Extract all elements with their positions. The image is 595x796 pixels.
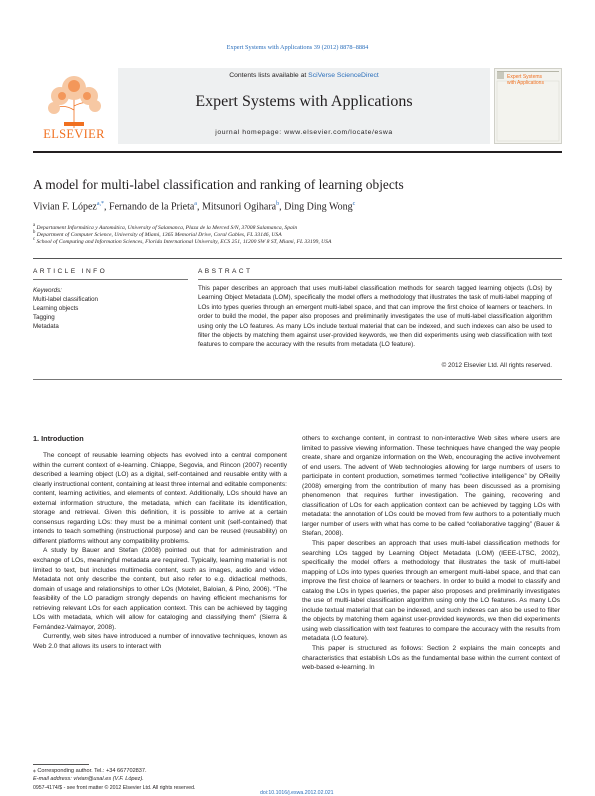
corresponding-author-note: ⁎ Corresponding author. Tel.: +34 667702837. xyxy=(33,768,147,774)
author-list: Vivian F. López$^{a,*}$, Fernando de la Prieta$^a$, Mitsunori Ogihara$^b$, Ding Ding Wong$^c$ xyxy=(33,201,356,213)
journal-title: Expert Systems with Applications xyxy=(195,93,413,110)
body-paragraph: A study by Bauer and Stefan (2008) pointed out that for administration and exchange of LOs, meaningful metadata are required. Typically, learning material is not limited to text, but includes multimedia content, such as images, audio and video. Metadata not only describe the content, but also refer to e.g. didactical methods, domain of usage and relationships to other LOs (Motelet, Baloian, & Pino, 2006). “The feasibility of the LO paradigm strongly depends on having efficient mechanisms for retrieving relevant LOs for each application context. This can be achieved by tagging LOs with metadata, which will allow for cataloging and classifying them” (Sierra & Fernández-Valmayor, 2008). xyxy=(33,547,287,631)
email-note[interactable]: E-mail address: vivian@usal.es (V.F. López). xyxy=(33,776,144,782)
keyword: Learning objects xyxy=(33,305,79,312)
body-paragraph: Currently, web sites have introduced a number of innovative techniques, known as Web 2.0 that allows its users to interact with xyxy=(33,633,287,650)
body-paragraph: This paper is structured as follows: Section 2 explains the main concepts and characteristics that establish LOs as the fundamental base within the current context of web-based e-learning. In xyxy=(302,645,560,672)
author-affil-mark[interactable]: c xyxy=(352,201,356,207)
body-paragraph: This paper describes an approach that uses multi-label classification methods for searching LOs tagged by Learning Object Metadata (LOM) (IEEE-LTSC, 2002), specifically the model offers a methodology that illustrates the task of multi-label mapping of LOs into types queries through an emergent multi-label space, and that can improve the first choice of learners or teachers. In order to build a model to classify and catalog the LOs in types queries, the paper also proposes and preliminarily investigates the use of multi-label classification algorithm using only the LO features. As many LOs include textual material that can be indexed, and such indexes can also be used to filter the objects by matching them against user-provided keywords, we then did experiments using web classification with text features to compare the accuracy with the results from metadata (LO feature). xyxy=(302,540,560,643)
body-paragraph: others to exchange content, in contrast to non-interactive Web sites where users are limited to passive viewing information. These techniques have changed the way people create, share and organize information on the Web, encouraging the active involvement of end users. The advent of Web technologies allowing for large numbers of users to participate in content production, sometimes termed “collective intelligence” by OReilly (2008) emerging from the contribution of many has been discussed as a promising phenomenon that requires further investigation. The gaining, recovering and classification of LOs for each application context can be achieved by tagging LOs with metadata: the annotation of LOs could be moved from few authors to a potentially much larger number of users with what has come to be called “collaborative tagging” (Bauer & Stefan, 2008). xyxy=(302,435,560,538)
footnote-rule xyxy=(33,764,89,765)
affiliation-text: School of Computing and Information Sciences, Florida International University, ECS 251, 11200 SW 8 ST, Miami, FL 33199, USA xyxy=(36,238,332,245)
keywords-label: Keywords: xyxy=(33,287,62,294)
article-title: A model for multi-label classification and ranking of learning objects xyxy=(33,177,404,192)
article-info-heading: ARTICLE INFO xyxy=(33,268,108,275)
elsevier-tree-logo xyxy=(34,70,114,132)
author-name: Mitsunori Ogihara xyxy=(201,201,277,213)
contents-prefix: Contents lists available at xyxy=(229,72,309,79)
body-paragraph: The concept of reusable learning objects has evolved into a central component within the current context of e-learning. Chiappe, Segovia, and Rincon (2007) recently described a learning object (LO) as a digital, self-contained and reusable entity with a clearly instructional content, containing at least three internal and editable components: content, learning activities, and elements of context. Additionally, LOs should have an external information structure, the metadata, which can facilitate its identification, storage and retrieval. Given this definition, it is possible to arrive at a certain consensus regarding LOs: they must be a minimal content unit (self-contained) that intends to teach something (instructional purpose) and can be reused (reusability) on different platforms without any compatibility problems. xyxy=(33,452,288,545)
affiliation-text: Department of Computer Science, University of Miami, 1365 Memorial Drive, Coral Gables, FL 33146, USA xyxy=(36,231,282,238)
doi-link[interactable]: doi:10.1016/j.eswa.2012.02.021 xyxy=(260,790,334,796)
journal-cover-thumbnail xyxy=(494,68,562,144)
abstract-rule xyxy=(198,279,562,280)
contents-line xyxy=(118,72,490,79)
affiliation-mark: b xyxy=(33,230,36,235)
abstract-bottom-rule xyxy=(33,379,562,380)
author-affil-mark[interactable]: a xyxy=(194,201,197,207)
issn-line: 0957-4174/$ - see front matter © 2012 Elsevier Ltd. All rights reserved. xyxy=(33,785,196,791)
keyword: Metadata xyxy=(33,323,59,330)
journal-reference[interactable]: Expert Systems with Applications 39 (2012) 8878–8884 xyxy=(226,44,369,51)
affiliation-mark: a xyxy=(33,223,36,228)
abstract-heading: ABSTRACT xyxy=(198,268,253,275)
affiliation-mark: c xyxy=(33,237,36,242)
cover-title: Expert Systems with Applications xyxy=(507,74,544,86)
abstract-copyright: © 2012 Elsevier Ltd. All rights reserved. xyxy=(441,362,552,369)
section-rule xyxy=(33,258,562,259)
body-left-column xyxy=(33,451,287,651)
author-name: Ding Ding Wong xyxy=(284,201,353,213)
affiliation xyxy=(33,237,563,245)
article-info-rule xyxy=(33,279,188,280)
header-rule xyxy=(33,151,562,153)
keyword: Multi-label classification xyxy=(33,296,98,303)
author-name: Fernando de la Prieta xyxy=(109,201,195,213)
keyword: Tagging xyxy=(33,314,55,321)
section-heading-introduction: 1. Introduction xyxy=(33,434,84,443)
affiliation-text: Departament Informática y Automática, University of Salamanca, Plaza de la Merced S/N, 37008 Salamanca, Spain xyxy=(36,224,298,231)
author-affil-mark[interactable]: a,* xyxy=(96,201,105,207)
author-name: Vivian F. López xyxy=(33,201,97,213)
sciencedirect-link[interactable]: SciVerse ScienceDirect xyxy=(308,72,379,79)
body-right-column xyxy=(302,434,560,673)
abstract-text: This paper describes an approach that uses multi-label classification methods for search tagged learning objects (LOs) by Learning Object Metadata (LOM), specifically the model offers a methodology that illustrates the task of multi-label mapping of LOs into types queries through an emergent multi-label space, and that can improve the first choice of learners or teachers. In order to build the model, the paper also proposes and preliminarily investigates the use of multi-label classification algorithm using only the LO features. As many LOs include textual material that can be indexed, and such indexes can also be used to filter the objects by matching them against user-provided keywords, we then did experiments using web classification with text features to compare the accuracy with the results from metadata (LO feature). xyxy=(198,285,552,349)
journal-homepage[interactable]: journal homepage: www.elsevier.com/locate/eswa xyxy=(215,129,393,136)
author-affil-mark[interactable]: b xyxy=(276,201,280,207)
publisher-name: ELSEVIER xyxy=(43,127,105,141)
